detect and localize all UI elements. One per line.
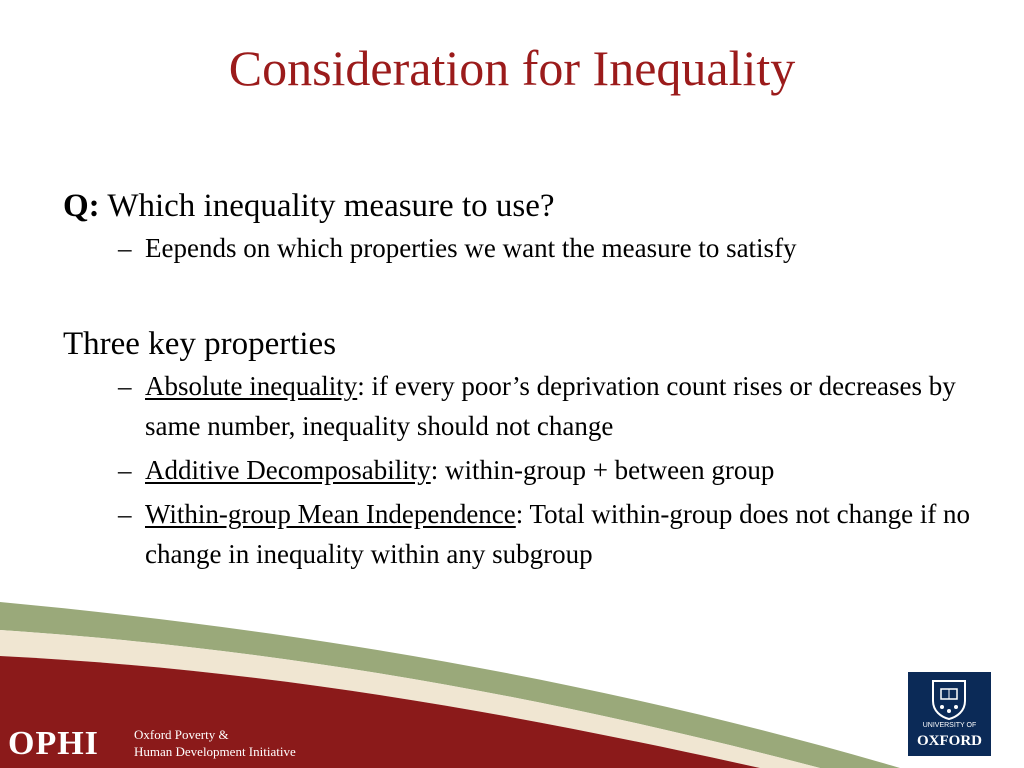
- properties-heading: Three key properties: [63, 326, 337, 362]
- property-term: Within-group Mean Independence: [145, 499, 516, 529]
- property-desc: : within-group + between group: [430, 455, 775, 485]
- answer-bullet: [118, 228, 983, 268]
- question-prefix: Q:: [63, 188, 100, 224]
- bullet-dash: –: [118, 233, 132, 263]
- slide-title: Consideration for Inequality: [228, 40, 796, 96]
- slide-body: [63, 184, 983, 574]
- property-term: Additive Decomposability: [145, 455, 431, 485]
- question-line: [63, 184, 983, 228]
- property-desc: : if every poor’s deprivation count rises or decreases by same number, inequality should not change: [145, 371, 956, 441]
- answer-text: Eepends on which properties we want the measure to satisfy: [145, 233, 797, 263]
- ophi-subtitle-line2: Human Development Initiative: [134, 744, 296, 759]
- question-text: Which inequality measure to use?: [99, 188, 555, 224]
- bullet-dash: –: [118, 499, 132, 529]
- ophi-subtitle: [134, 726, 296, 760]
- ophi-subtitle-line1: Oxford Poverty &: [134, 727, 229, 742]
- bullet-dash: –: [118, 371, 132, 401]
- ophi-logo: OPHI: [8, 725, 99, 762]
- property-term: Absolute inequality: [145, 371, 358, 401]
- oxford-label: OXFORD: [917, 733, 982, 749]
- oxford-crest-icon: [929, 677, 969, 721]
- property-desc: : Total within-group does not change if no change in inequality within any subgroup: [145, 499, 971, 569]
- oxford-logo: [908, 672, 991, 756]
- property-item: [118, 494, 983, 574]
- property-item: [118, 450, 983, 490]
- property-item: [118, 366, 983, 446]
- bullet-dash: –: [118, 455, 132, 485]
- oxford-university-label: UNIVERSITY OF: [922, 722, 977, 729]
